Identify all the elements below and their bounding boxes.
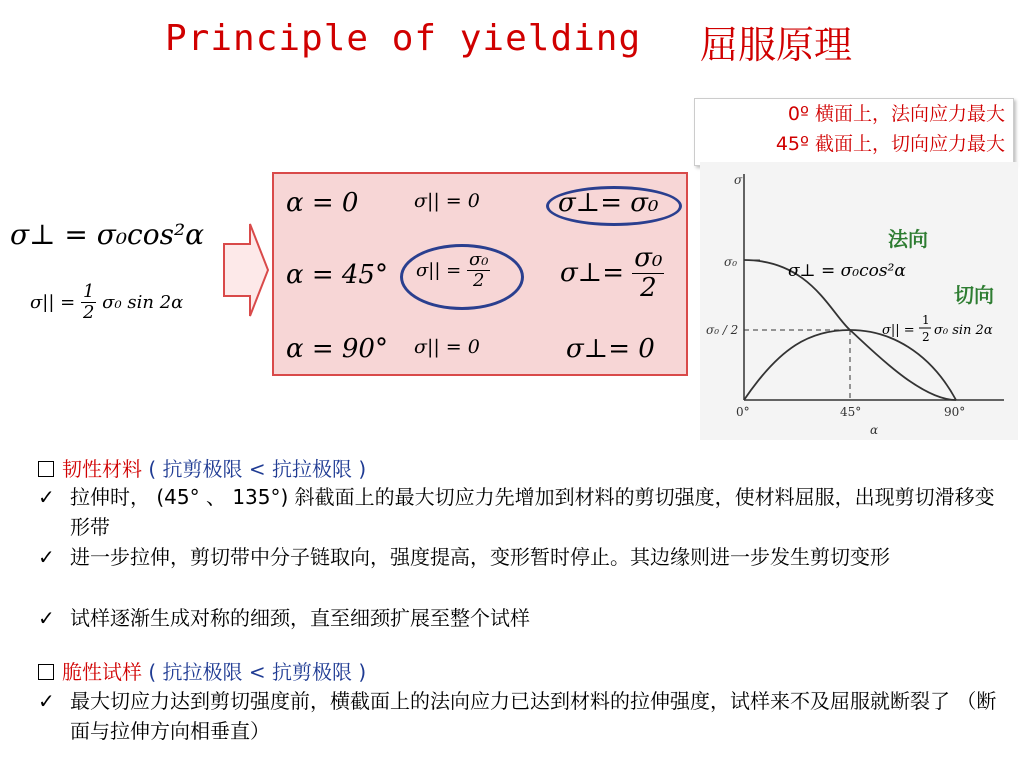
row3-sigma-parallel: σ|| = 0 xyxy=(414,336,480,358)
row2-perp-num: σ₀ xyxy=(634,243,663,273)
row3-alpha: α = 90° xyxy=(286,334,388,364)
page-title: Principle of yielding xyxy=(165,18,642,59)
formula-par-den: 2 xyxy=(82,301,95,323)
formula-par-rhs: σ₀ sin 2α xyxy=(102,291,184,313)
ductile-header xyxy=(38,453,366,482)
stress-angle-graph xyxy=(700,162,1018,440)
note-box xyxy=(694,98,1014,166)
row2-perp-den: 2 xyxy=(640,272,657,303)
row2-sigma-perp xyxy=(560,244,664,302)
right-arrow-icon xyxy=(222,222,270,318)
row2-par-den: 2 xyxy=(473,269,485,291)
formula-par-fraction xyxy=(81,282,96,323)
checkbox-square-icon xyxy=(38,461,54,477)
brittle-header-condition: ( 抗拉极限 < 抗剪极限 ) xyxy=(148,660,367,684)
ductile-bullet-3-text: 试样逐渐生成对称的细颈，直至细颈扩展至整个试样 xyxy=(70,606,530,630)
graph-label-shear: 切向 xyxy=(954,283,994,307)
row2-perp-fraction xyxy=(632,244,664,302)
graph-label-normal: 法向 xyxy=(888,227,928,251)
check-icon: ✓ xyxy=(38,606,55,630)
row2-par-fraction xyxy=(467,250,491,291)
row2-par-num: σ₀ xyxy=(468,249,489,270)
row2-alpha: α = 45° xyxy=(286,260,388,290)
graph-xtick-90: 90° xyxy=(944,405,966,419)
row3-sigma-perp: σ⊥= 0 xyxy=(566,334,655,364)
formula-par-num: 1 xyxy=(82,281,95,302)
brittle-bullet-1 xyxy=(38,686,998,746)
graph-formula-shear-num: 1 xyxy=(922,313,930,327)
ductile-bullet-2-text: 进一步拉伸，剪切带中分子链取向，强度提高，变形暂时停止。其边缘则进一步发生剪切变形 xyxy=(70,545,890,569)
check-icon: ✓ xyxy=(38,689,55,713)
check-icon: ✓ xyxy=(38,485,55,509)
page-title-chinese: 屈服原理 xyxy=(700,23,853,67)
row2-sigma-parallel xyxy=(416,250,490,291)
stress-table-box xyxy=(272,172,688,376)
row1-sigma-parallel: σ|| = 0 xyxy=(414,190,480,212)
note-line-1: 0º 横面上，法向应力最大 xyxy=(787,103,1005,125)
row1-sigma-perp: σ⊥= σ₀ xyxy=(558,188,659,218)
checkbox-square-icon xyxy=(38,664,54,680)
graph-ytick-top: σ₀ xyxy=(724,255,738,269)
row1-alpha: α = 0 xyxy=(286,188,359,218)
brittle-header xyxy=(38,656,366,685)
graph-formula-shear-den: 2 xyxy=(922,330,930,344)
note-line-2: 45º 截面上，切向应力最大 xyxy=(775,133,1005,155)
formula-sigma-parallel xyxy=(30,282,183,323)
graph-xtick-0: 0° xyxy=(736,405,750,419)
row2-par-lhs: σ|| = xyxy=(416,259,462,281)
ductile-bullet-2 xyxy=(38,542,998,572)
graph-ytick-mid: σ₀ / 2 xyxy=(706,323,739,337)
formula-par-lhs: σ|| = xyxy=(30,291,76,313)
ductile-header-condition: ( 抗剪极限 < 抗拉极限 ) xyxy=(148,457,367,481)
graph-formula-normal: σ⊥ = σ₀cos²α xyxy=(788,261,906,281)
ductile-bullet-1 xyxy=(38,482,998,542)
ductile-header-title: 韧性材料 xyxy=(62,457,142,481)
row2-perp-lhs: σ⊥= xyxy=(560,258,624,289)
brittle-bullet-1-text: 最大切应力达到剪切强度前，横截面上的法向应力已达到材料的拉伸强度，试样来不及屈服就断裂了 （断面与拉伸方向相垂直） xyxy=(70,689,997,743)
formula-sigma-perp: σ⊥ = σ₀cos²α xyxy=(10,218,205,251)
graph-formula-shear-lhs: σ|| = xyxy=(882,323,915,338)
check-icon: ✓ xyxy=(38,545,55,569)
brittle-header-title: 脆性试样 xyxy=(62,660,142,684)
graph-y-label: σ xyxy=(734,173,743,187)
graph-x-label: α xyxy=(870,423,879,437)
ductile-bullet-1-text: 拉伸时， (45° 、 135°) 斜截面上的最大切应力先增加到材料的剪切强度，使材料屈服，出现剪切滑移变形带 xyxy=(70,485,995,539)
graph-xtick-45: 45° xyxy=(840,405,862,419)
graph-formula-shear-rhs: σ₀ sin 2α xyxy=(934,323,993,338)
ductile-bullet-3 xyxy=(38,603,998,633)
